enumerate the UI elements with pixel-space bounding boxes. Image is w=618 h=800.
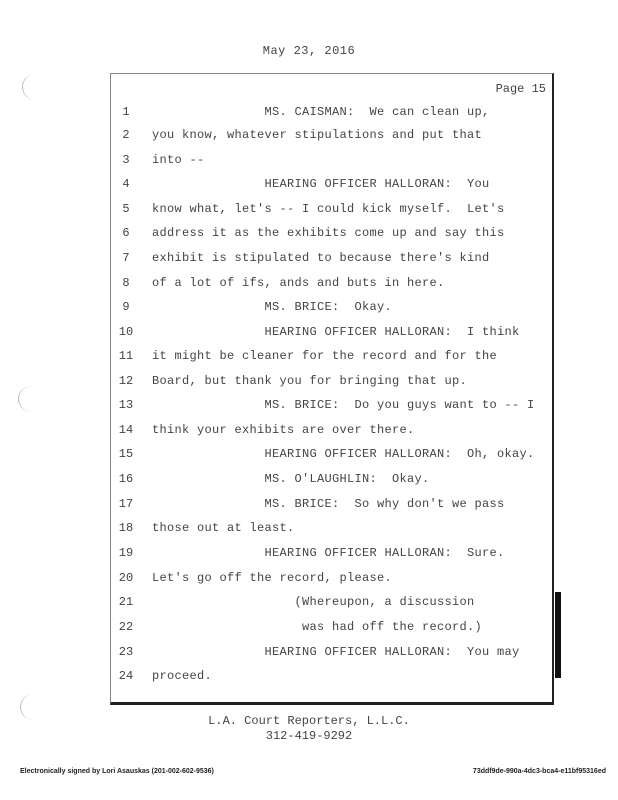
line-text: of a lot of ifs, ands and buts in here.	[152, 276, 445, 290]
line-number: 4	[122, 177, 130, 191]
line-text: HEARING OFFICER HALLORAN: Oh, okay.	[152, 447, 535, 461]
line-text: (Whereupon, a discussion	[152, 595, 475, 609]
line-number: 18	[118, 521, 134, 535]
line-text: know what, let's -- I could kick myself. Let's	[152, 202, 505, 216]
line-number: 23	[118, 645, 134, 659]
line-number: 24	[118, 669, 134, 683]
page-frame	[110, 73, 554, 705]
line-number: 7	[122, 251, 130, 265]
line-number: 10	[118, 325, 134, 339]
line-number: 11	[118, 349, 134, 363]
reporter-company: L.A. Court Reporters, L.L.C.	[208, 714, 410, 728]
line-text: exhibit is stipulated to because there's kind	[152, 251, 490, 265]
line-number: 12	[118, 374, 134, 388]
line-number: 5	[122, 202, 130, 216]
margin-bar	[555, 592, 561, 678]
line-text: think your exhibits are over there.	[152, 423, 415, 437]
line-text: proceed.	[152, 669, 213, 683]
signature-line: Electronically signed by Lori Asauskas (201-002-602-9536)	[20, 768, 214, 775]
line-text: HEARING OFFICER HALLORAN: Sure.	[152, 546, 505, 560]
reporter-phone: 312-419-9292	[265, 729, 353, 743]
line-text: address it as the exhibits come up and say this	[152, 226, 505, 240]
line-number: 9	[122, 300, 130, 314]
binder-hole-top	[22, 74, 49, 100]
line-number: 1	[122, 105, 130, 119]
line-number: 14	[118, 423, 134, 437]
line-number: 2	[122, 128, 130, 142]
line-text: MS. CAISMAN: We can clean up,	[152, 105, 490, 119]
document-id: 73ddf9de-990a-4dc3-bca4-e11bf95316ed	[472, 768, 606, 775]
line-text: Board, but thank you for bringing that up.	[152, 374, 468, 388]
line-number: 13	[118, 398, 134, 412]
line-text: into --	[152, 153, 205, 167]
line-text: it might be cleaner for the record and for the	[152, 349, 498, 363]
line-text: MS. BRICE: So why don't we pass	[152, 497, 505, 511]
line-number: 17	[118, 497, 134, 511]
line-number: 19	[118, 546, 134, 560]
line-text: HEARING OFFICER HALLORAN: I think	[152, 325, 520, 339]
line-text: HEARING OFFICER HALLORAN: You may	[152, 645, 520, 659]
line-text: was had off the record.)	[152, 620, 483, 634]
line-number: 3	[122, 153, 130, 167]
line-number: 15	[118, 447, 134, 461]
line-text: MS. BRICE: Okay.	[152, 300, 393, 314]
line-text: those out at least.	[152, 521, 295, 535]
page-number: Page 15	[495, 82, 546, 96]
line-number: 20	[118, 571, 134, 585]
line-number: 16	[118, 472, 134, 486]
line-number: 8	[122, 276, 130, 290]
line-number: 22	[118, 620, 134, 634]
line-number: 21	[118, 595, 134, 609]
line-text: MS. O'LAUGHLIN: Okay.	[152, 472, 430, 486]
line-number: 6	[122, 226, 130, 240]
binder-hole-middle	[18, 386, 45, 412]
line-text: you know, whatever stipulations and put that	[152, 128, 483, 142]
line-text: HEARING OFFICER HALLORAN: You	[152, 177, 490, 191]
date-header: May 23, 2016	[262, 44, 356, 58]
line-text: MS. BRICE: Do you guys want to -- I	[152, 398, 535, 412]
line-text: Let's go off the record, please.	[152, 571, 393, 585]
